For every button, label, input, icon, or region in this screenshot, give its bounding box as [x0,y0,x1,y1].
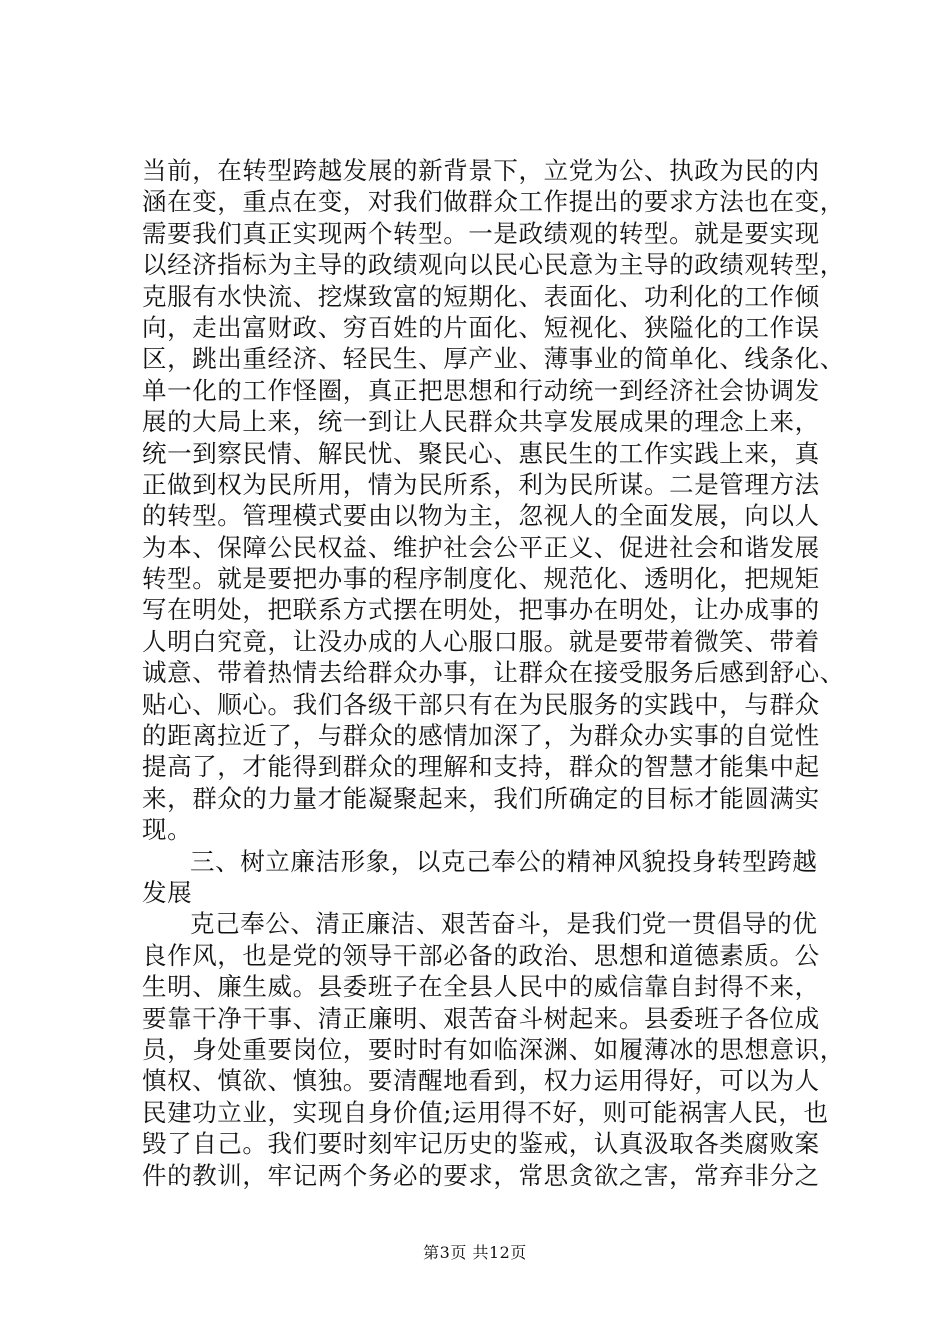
text-line: 当前，在转型跨越发展的新背景下，立党为公、执政为民的内 [142,156,820,185]
text-line: 民建功立业，实现自身价值;运用得不好，则可能祸害人民，也 [142,1097,829,1127]
text-line: 员，身处重要岗位，要时时有如临深渊、如履薄冰的思想意识， [142,1034,845,1064]
text-line: 件的教训，牢记两个务必的要求，常思贪欲之害，常弃非分之 [142,1160,820,1190]
text-line: 正做到权为民所用，情为民所系，利为民所谋。二是管理方法 [142,469,820,499]
section-heading: 三、树立廉洁形象，以克己奉公的精神风貌投身转型跨越 [190,846,818,876]
text-line: 诚意、带着热情去给群众办事，让群众在接受服务后感到舒心、 [142,658,845,688]
text-line: 克服有水快流、挖煤致富的短期化、表面化、功利化的工作倾 [142,281,820,311]
text-line: 来，群众的力量才能凝聚起来，我们所确定的目标才能圆满实 [142,783,820,813]
text-line: 写在明处，把联系方式摆在明处，把事办在明处，让办成事的 [142,595,820,625]
text-line: 慎权、慎欲、慎独。要清醒地看到，权力运用得好，可以为人 [142,1066,820,1096]
section-heading-continuation: 发展 [142,877,193,907]
text-line: 向，走出富财政、穷百姓的片面化、短视化、狭隘化的工作误 [142,312,820,342]
text-line: 需要我们真正实现两个转型。一是政绩观的转型。就是要实现 [142,218,820,248]
text-line: 人明白究竟，让没办成的人心服口服。就是要带着微笑、带着 [142,626,820,656]
text-line: 的距离拉近了，与群众的感情加深了，为群众办实事的自觉性 [142,721,820,751]
text-line: 贴心、顺心。我们各级干部只有在为民服务的实践中，与群众 [142,689,820,719]
page-number-footer: 第3页 共12页 [423,1243,527,1262]
text-line: 统一到察民情、解民忧、聚民心、惠民生的工作实践上来，真 [142,438,820,468]
text-line: 的转型。管理模式要由以物为主，忽视人的全面发展，向以人 [142,501,820,531]
text-line: 展的大局上来，统一到让人民群众共享发展成果的理念上来， [142,407,820,437]
text-line: 生明、廉生威。县委班子在全县人民中的威信靠自封得不来， [142,972,820,1002]
text-line: 以经济指标为主导的政绩观向以民心民意为主导的政绩观转型， [142,250,845,280]
text-line: 毁了自己。我们要时刻牢记历史的鉴戒，认真汲取各类腐败案 [142,1129,820,1159]
text-line: 区，跳出重经济、轻民生、厚产业、薄事业的简单化、线条化、 [142,344,845,374]
body-text [142,155,845,1191]
text-line: 良作风，也是党的领导干部必备的政治、思想和道德素质。公 [142,940,820,970]
text-line: 涵在变，重点在变，对我们做群众工作提出的要求方法也在变， [142,187,845,217]
paragraph-start: 克己奉公、清正廉洁、艰苦奋斗，是我们党一贯倡导的优 [190,909,818,939]
text-line: 现。 [142,815,193,845]
text-line: 提高了，才能得到群众的理解和支持，群众的智慧才能集中起 [142,752,820,782]
text-line: 为本、保障公民权益、维护社会公平正义、促进社会和谐发展 [142,532,820,562]
text-line: 单一化的工作怪圈，真正把思想和行动统一到经济社会协调发 [142,375,820,405]
text-line: 要靠干净干事、清正廉明、艰苦奋斗树起来。县委班子各位成 [142,1003,820,1033]
text-line: 转型。就是要把办事的程序制度化、规范化、透明化，把规矩 [142,564,820,594]
